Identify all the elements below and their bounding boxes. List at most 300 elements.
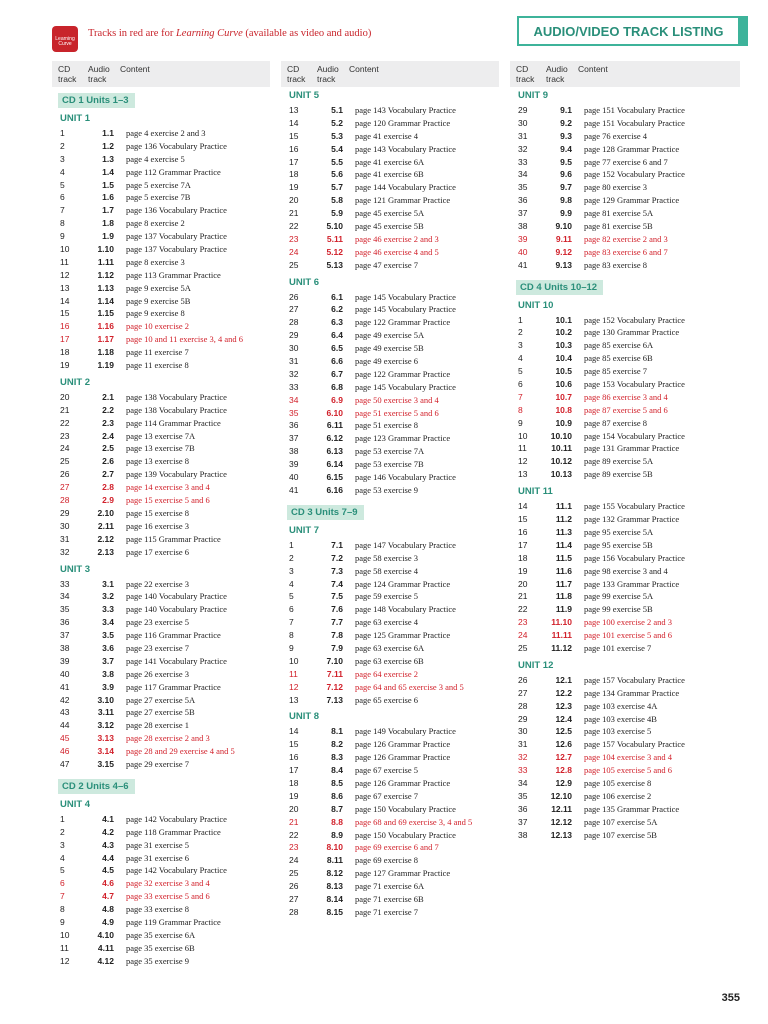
track-row: [58, 533, 278, 546]
cd-track-number: 44: [60, 720, 70, 731]
track-row: [287, 130, 507, 143]
track-row: [287, 484, 507, 497]
track-content: page 71 exercise 6A: [355, 881, 425, 892]
audio-track-number: 2.12: [97, 533, 114, 544]
cd-track-number: 36: [518, 803, 528, 814]
note-prefix: Tracks in red are for: [88, 28, 176, 39]
cd-track-number: 20: [518, 578, 528, 589]
track-content: page 13 exercise 8: [126, 456, 190, 467]
track-content: page 141 Vocabulary Practice: [126, 655, 227, 666]
cd-track-number: 37: [289, 433, 299, 444]
track-content: page 63 exercise 6B: [355, 655, 424, 666]
audio-track-number: 10.7: [555, 391, 572, 402]
track-row-learning-curve: [58, 320, 278, 333]
cd-track-number: 4: [289, 578, 294, 589]
audio-track-number: 6.1: [331, 291, 343, 302]
audio-track-number: 4.2: [102, 826, 114, 837]
cd-track-number: 31: [60, 533, 70, 544]
cd-track-number: 22: [60, 417, 70, 428]
track-content: page 63 exercise 6A: [355, 642, 425, 653]
cd-track-number: 7: [289, 617, 294, 628]
track-content: page 101 exercise 5 and 6: [584, 630, 673, 641]
track-row: [516, 513, 736, 526]
track-row: [287, 220, 507, 233]
track-row: [58, 430, 278, 443]
audio-track-number: 11.10: [551, 617, 572, 628]
track-content: page 8 exercise 3: [126, 256, 185, 267]
track-row: [516, 442, 736, 455]
audio-track-number: 7.9: [331, 642, 343, 653]
track-row: [58, 655, 278, 668]
unit-heading: UNIT 10: [518, 299, 554, 311]
cd-track-number: 6: [60, 192, 65, 203]
audio-track-number: 5.2: [331, 117, 343, 128]
track-row: [58, 668, 278, 681]
cd-track-number: 25: [289, 868, 299, 879]
audio-track-number: 8.4: [331, 765, 343, 776]
track-content: page 150 Vocabulary Practice: [355, 829, 456, 840]
track-row: [287, 764, 507, 777]
audio-track-number: 3.9: [102, 681, 114, 692]
audio-track-number: 7.12: [326, 681, 343, 692]
track-row-learning-curve: [516, 391, 736, 404]
track-content: page 85 exercise 6B: [584, 353, 653, 364]
audio-track-number: 4.11: [97, 942, 114, 953]
section-gap: [516, 272, 736, 277]
cd-track-number: 26: [60, 469, 70, 480]
cd-track-number: 37: [518, 208, 528, 219]
track-row: [287, 445, 507, 458]
track-content: page 86 exercise 3 and 4: [584, 391, 668, 402]
track-content: page 4 exercise 5: [126, 153, 185, 164]
track-row: [287, 168, 507, 181]
audio-track-number: 4.7: [102, 891, 114, 902]
track-row: [516, 117, 736, 130]
track-row: [516, 104, 736, 117]
audio-track-number: 7.3: [331, 565, 343, 576]
track-row: [58, 282, 278, 295]
cd-track-number: 11: [60, 256, 69, 267]
title-tab-decoration: [740, 16, 748, 46]
track-row: [58, 839, 278, 852]
track-row: [58, 826, 278, 839]
track-row: [516, 430, 736, 443]
track-row: [58, 616, 278, 629]
track-row: [58, 629, 278, 642]
track-row-learning-curve: [58, 890, 278, 903]
track-row: [287, 329, 507, 342]
cd-track-number: 3: [60, 839, 65, 850]
track-content: page 63 exercise 4: [355, 617, 419, 628]
track-row: [516, 259, 736, 272]
track-row: [58, 243, 278, 256]
track-content: page 28 and 29 exercise 4 and 5: [126, 746, 235, 757]
track-row: [58, 719, 278, 732]
track-content: page 64 and 65 exercise 3 and 5: [355, 681, 464, 692]
audio-track-number: 10.8: [555, 404, 572, 415]
track-row: [58, 852, 278, 865]
audio-track-number: 12.12: [550, 816, 572, 827]
cd-track-number: 24: [289, 246, 299, 257]
track-content: page 143 Vocabulary Practice: [355, 143, 456, 154]
track-content: page 145 Vocabulary Practice: [355, 381, 456, 392]
audio-track-number: 3.12: [97, 720, 114, 731]
audio-track-number: 12.13: [550, 829, 572, 840]
audio-track-number: 3.4: [102, 617, 114, 628]
cd-track-number: 21: [518, 591, 528, 602]
track-content: page 65 exercise 6: [355, 694, 419, 705]
track-content: page 139 Vocabulary Practice: [126, 469, 227, 480]
audio-track-number: 10.12: [550, 456, 572, 467]
audio-track-number: 1.9: [102, 231, 114, 242]
track-content: page 123 Grammar Practice: [355, 433, 451, 444]
track-row: [516, 220, 736, 233]
cd-track-number: 12: [289, 681, 299, 692]
track-row: [58, 955, 278, 968]
unit-heading: UNIT 1: [60, 113, 91, 124]
track-row-learning-curve: [287, 407, 507, 420]
cd-track-number: 35: [289, 407, 299, 418]
track-content: page 87 exercise 8: [584, 417, 648, 428]
audio-track-number: 3.11: [97, 707, 114, 718]
cd-track-number: 31: [289, 356, 299, 367]
header-content: Content: [578, 64, 608, 74]
audio-track-number: 12.4: [555, 713, 572, 724]
track-content: page 5 exercise 7B: [126, 192, 191, 203]
track-content: page 95 exercise 5B: [584, 539, 653, 550]
track-row: [287, 725, 507, 738]
audio-track-number: 11.4: [555, 539, 572, 550]
track-content: page 157 Vocabulary Practice: [584, 739, 685, 750]
cd-track-number: 18: [60, 347, 70, 358]
cd-label: CD 1 Units 1–3: [58, 93, 135, 108]
audio-track-number: 7.11: [326, 668, 343, 679]
track-row-learning-curve: [516, 233, 736, 246]
track-row-learning-curve: [287, 816, 507, 829]
track-row-learning-curve: [287, 668, 507, 681]
track-column-3: [516, 90, 736, 841]
track-content: page 49 exercise 5B: [355, 343, 424, 354]
audio-track-number: 5.1: [331, 105, 343, 115]
audio-track-number: 1.1: [102, 128, 114, 138]
cd-track-number: 20: [289, 803, 299, 814]
audio-track-number: 5.11: [326, 233, 343, 244]
audio-track-number: 11.7: [555, 578, 572, 589]
track-row-learning-curve: [287, 394, 507, 407]
audio-track-number: 6.3: [331, 317, 343, 328]
track-row: [58, 864, 278, 877]
audio-track-number: 2.6: [102, 456, 114, 467]
track-row-learning-curve: [516, 616, 736, 629]
cd-track-number: 31: [518, 739, 528, 750]
audio-track-number: 1.12: [97, 269, 114, 280]
audio-track-number: 6.14: [326, 459, 343, 470]
track-row: [516, 713, 736, 726]
cd-track-number: 15: [289, 739, 299, 750]
track-content: page 27 exercise 5B: [126, 707, 195, 718]
audio-track-number: 9.1: [560, 105, 572, 115]
audio-track-number: 3.1: [102, 578, 114, 589]
cd-track-number: 30: [518, 726, 528, 737]
cd-track-number: 4: [60, 166, 65, 177]
track-row: [58, 546, 278, 559]
cd-track-number: 25: [518, 642, 528, 653]
audio-track-number: 9.8: [560, 195, 572, 206]
audio-track-number: 4.8: [102, 904, 114, 915]
track-row: [516, 565, 736, 578]
audio-track-number: 1.4: [102, 166, 114, 177]
track-row-learning-curve: [516, 404, 736, 417]
audio-track-number: 10.10: [550, 430, 572, 441]
track-row: [516, 194, 736, 207]
cd-track-number: 29: [289, 330, 299, 341]
track-content: page 8 exercise 2: [126, 218, 185, 229]
track-row: [287, 259, 507, 272]
track-content: page 153 Vocabulary Practice: [584, 379, 685, 390]
page-number: 355: [721, 992, 740, 1004]
cd-track-number: 23: [289, 233, 299, 244]
cd-track-number: 30: [60, 520, 70, 531]
audio-track-number: 7.7: [331, 617, 343, 628]
track-row: [516, 526, 736, 539]
track-content: page 142 Vocabulary Practice: [126, 813, 227, 824]
cd-track-number: 14: [518, 501, 528, 512]
track-content: page 156 Vocabulary Practice: [584, 552, 685, 563]
cd-track-number: 2: [289, 552, 294, 563]
cd-track-number: 9: [289, 642, 294, 653]
audio-track-number: 6.16: [326, 484, 343, 495]
track-content: page 85 exercise 6A: [584, 340, 654, 351]
audio-track-number: 10.9: [555, 417, 572, 428]
track-row: [516, 417, 736, 430]
cd-track-number: 37: [518, 816, 528, 827]
cd-track-number: 2: [60, 826, 65, 837]
track-content: page 129 Grammar Practice: [584, 195, 680, 206]
audio-track-number: 3.15: [97, 758, 114, 769]
cd-track-number: 18: [518, 552, 528, 563]
cd-track-number: 13: [289, 105, 299, 115]
unit-heading: UNIT 2: [60, 376, 91, 388]
audio-track-number: 1.3: [102, 153, 114, 164]
track-content: page 17 exercise 6: [126, 546, 190, 557]
audio-track-number: 1.7: [102, 205, 114, 216]
cd-track-number: 10: [518, 430, 528, 441]
cd-track-number: 8: [60, 218, 65, 229]
cd-track-number: 19: [518, 565, 528, 576]
track-content: page 35 exercise 6A: [126, 929, 196, 940]
track-content: page 119 Grammar Practice: [126, 916, 221, 927]
audio-track-number: 2.3: [102, 417, 114, 428]
track-row-learning-curve: [58, 333, 278, 346]
track-content: page 143 Vocabulary Practice: [355, 105, 456, 115]
track-content: page 69 exercise 6 and 7: [355, 842, 439, 853]
track-content: page 67 exercise 7: [355, 790, 419, 801]
cd-track-number: 9: [60, 916, 65, 927]
track-row: [58, 694, 278, 707]
audio-track-number: 2.8: [102, 482, 114, 493]
track-row: [58, 507, 278, 520]
cd-track-number: 17: [60, 334, 70, 345]
track-row: [58, 391, 278, 404]
cd-track-number: 22: [289, 221, 299, 232]
track-row: [516, 777, 736, 790]
track-content: page 130 Grammar Practice: [584, 327, 680, 338]
cd-track-number: 14: [289, 726, 299, 737]
track-content: page 28 exercise 1: [126, 720, 190, 731]
cd-track-number: 1: [289, 539, 294, 550]
track-content: page 33 exercise 8: [126, 904, 190, 915]
cd-track-number: 4: [518, 353, 523, 364]
audio-track-number: 12.9: [555, 777, 572, 788]
audio-track-number: 11.5: [555, 552, 572, 563]
track-row: [287, 156, 507, 169]
track-content: page 99 exercise 5B: [584, 604, 653, 615]
audio-track-number: 5.6: [331, 169, 343, 180]
audio-track-number: 12.10: [550, 790, 572, 801]
cd-track-number: 16: [518, 526, 528, 537]
audio-track-number: 12.2: [555, 687, 572, 698]
audio-track-number: 9.6: [560, 169, 572, 180]
cd-track-number: 24: [518, 630, 528, 641]
cd-track-number: 40: [289, 472, 299, 483]
cd-track-number: 15: [289, 130, 299, 141]
track-row: [58, 140, 278, 153]
track-row-learning-curve: [58, 481, 278, 494]
legend-note: [88, 28, 371, 39]
audio-track-number: 8.2: [331, 739, 343, 750]
audio-track-number: 9.11: [555, 233, 572, 244]
audio-track-number: 10.2: [555, 327, 572, 338]
cd-track-number: 35: [518, 182, 528, 193]
track-row: [58, 706, 278, 719]
track-content: page 136 Vocabulary Practice: [126, 205, 227, 216]
track-content: page 134 Grammar Practice: [584, 687, 680, 698]
cd-track-number: 10: [60, 244, 70, 255]
cd-track-number: 27: [289, 304, 299, 315]
track-row: [287, 565, 507, 578]
track-content: page 103 exercise 4A: [584, 700, 658, 711]
track-content: page 58 exercise 4: [355, 565, 419, 576]
audio-track-number: 6.4: [331, 330, 343, 341]
track-row: [58, 603, 278, 616]
unit-heading: UNIT 9: [518, 90, 549, 101]
track-row: [287, 893, 507, 906]
cd-label: CD 3 Units 7–9: [287, 505, 364, 520]
track-content: page 51 exercise 8: [355, 420, 419, 431]
cd-track-number: 7: [518, 391, 523, 402]
audio-track-number: 8.15: [326, 906, 343, 917]
track-row: [58, 417, 278, 430]
cd-track-number: 38: [518, 221, 528, 232]
audio-track-number: 9.5: [560, 156, 572, 167]
track-content: page 122 Grammar Practice: [355, 317, 451, 328]
track-content: page 115 Grammar Practice: [126, 533, 221, 544]
track-row: [287, 790, 507, 803]
audio-track-number: 5.3: [331, 130, 343, 141]
cd-track-number: 25: [289, 259, 299, 270]
track-row: [58, 217, 278, 230]
track-row: [58, 204, 278, 217]
cd-track-number: 14: [289, 117, 299, 128]
audio-track-number: 7.13: [326, 694, 343, 705]
track-row: [58, 404, 278, 417]
track-row: [287, 642, 507, 655]
track-row: [516, 603, 736, 616]
audio-track-number: 11.1: [555, 501, 572, 512]
track-row: [58, 191, 278, 204]
audio-track-number: 1.16: [97, 321, 114, 332]
cd-track-number: 19: [60, 360, 70, 371]
audio-track-number: 6.15: [326, 472, 343, 483]
track-content: page 125 Grammar Practice: [355, 630, 451, 641]
audio-track-number: 4.5: [102, 865, 114, 876]
track-content: page 67 exercise 5: [355, 765, 419, 776]
track-row: [516, 143, 736, 156]
column-header-3: [510, 61, 740, 87]
track-row: [516, 642, 736, 655]
cd-track-number: 28: [518, 700, 528, 711]
track-content: page 131 Grammar Practice: [584, 443, 680, 454]
track-content: page 95 exercise 5A: [584, 526, 654, 537]
audio-track-number: 1.6: [102, 192, 114, 203]
cd-track-number: 1: [60, 128, 65, 138]
cd-track-number: 16: [60, 321, 70, 332]
cd-track-number: 41: [518, 259, 528, 270]
track-content: page 16 exercise 3: [126, 520, 190, 531]
track-content: page 41 exercise 6B: [355, 169, 424, 180]
track-content: page 13 exercise 7A: [126, 430, 196, 441]
track-content: page 120 Grammar Practice: [355, 117, 451, 128]
track-row: [287, 867, 507, 880]
audio-track-number: 5.9: [331, 208, 343, 219]
audio-track-number: 3.6: [102, 642, 114, 653]
track-row: [287, 104, 507, 117]
cd-track-number: 29: [518, 105, 528, 115]
track-content: page 50 exercise 3 and 4: [355, 394, 439, 405]
track-row: [287, 880, 507, 893]
track-content: page 71 exercise 7: [355, 906, 419, 917]
cd-track-number: 27: [518, 687, 528, 698]
cd-track-number: 16: [289, 143, 299, 154]
audio-track-number: 3.5: [102, 630, 114, 641]
cd-track-number: 11: [289, 668, 298, 679]
track-row: [287, 803, 507, 816]
track-row: [287, 829, 507, 842]
track-content: page 81 exercise 5A: [584, 208, 654, 219]
cd-track-number: 14: [60, 295, 70, 306]
cd-track-number: 34: [60, 591, 70, 602]
track-content: page 152 Vocabulary Practice: [584, 169, 685, 180]
note-suffix: (available as video and audio): [242, 28, 372, 39]
cd-track-number: 34: [289, 394, 299, 405]
track-content: page 85 exercise 7: [584, 366, 648, 377]
cd-track-number: 13: [289, 694, 299, 705]
track-content: page 5 exercise 7A: [126, 179, 191, 190]
cd-track-number: 4: [60, 852, 65, 863]
track-content: page 144 Vocabulary Practice: [355, 182, 456, 193]
audio-track-number: 1.13: [97, 282, 114, 293]
track-row: [58, 127, 278, 140]
audio-track-number: 10.6: [555, 379, 572, 390]
audio-track-number: 5.12: [326, 246, 343, 257]
track-row: [58, 520, 278, 533]
audio-track-number: 6.11: [326, 420, 343, 431]
audio-track-number: 1.5: [102, 179, 114, 190]
unit-heading: UNIT 4: [60, 798, 91, 810]
track-column-1: [58, 90, 278, 968]
track-content: page 64 exercise 2: [355, 668, 419, 679]
track-row: [516, 539, 736, 552]
